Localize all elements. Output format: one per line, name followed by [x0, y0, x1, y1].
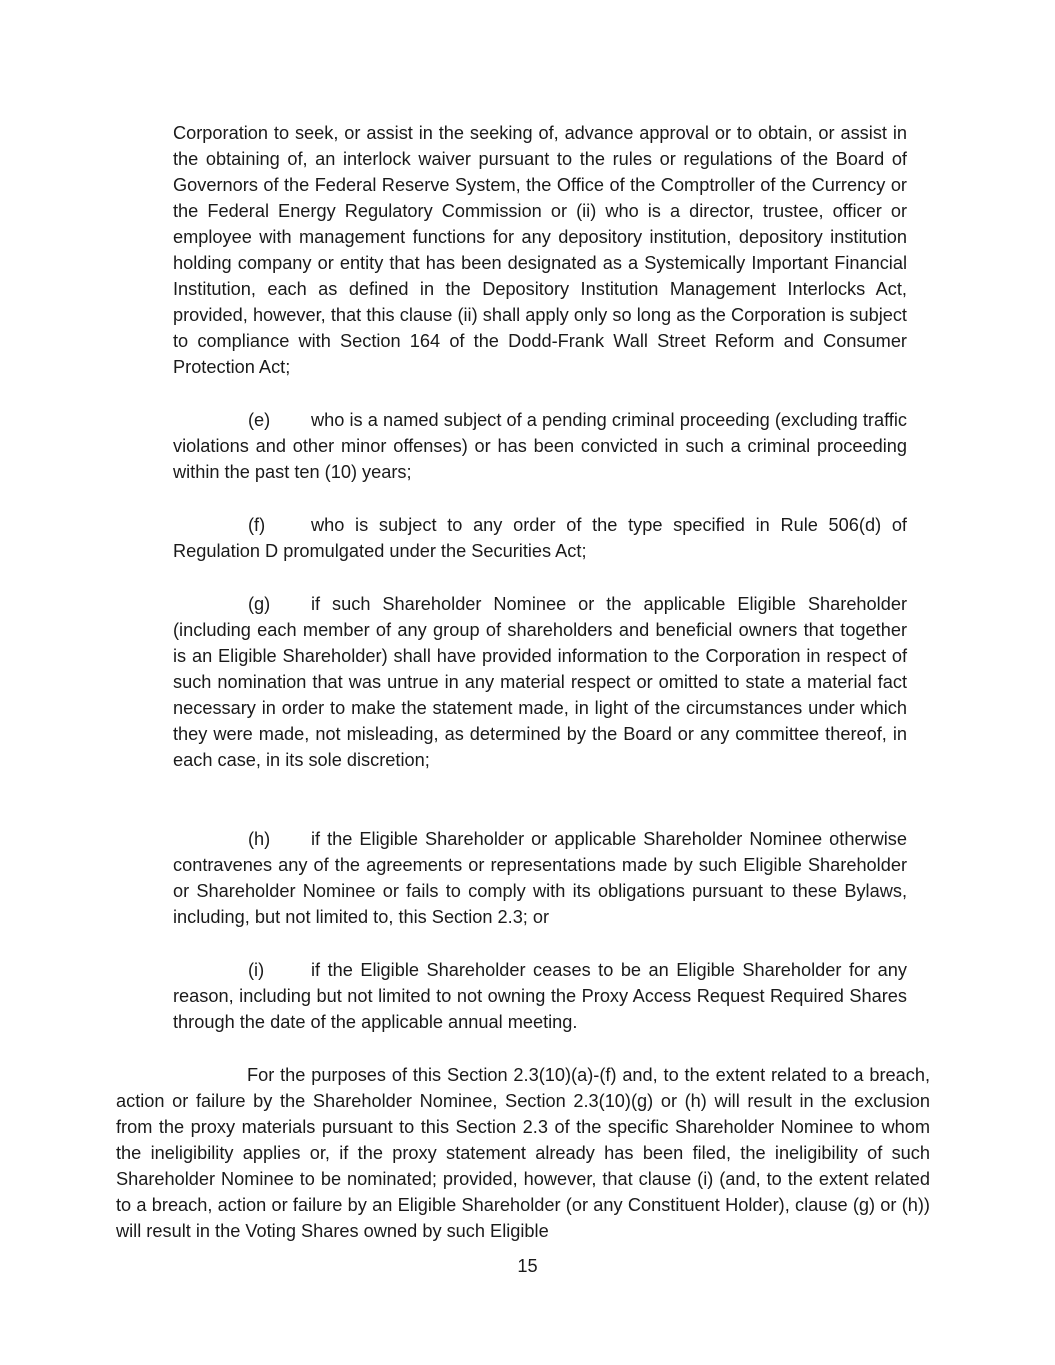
- list-item-label: (e): [248, 410, 271, 430]
- continuation-paragraph: Corporation to seek, or assist in the seeking of, advance approval or to obtain, or assist in the obtaining of, an interlock waiver pursuant to the rules or regulations of the Board of Governors of the Federal Reserve System, the Office of the Comptroller of the Currency or the Federal Energy Regulatory Commission or (ii) who is a director, trustee, officer or employee with management functions for any depository institution, depository institution holding company or entity that has been designated as a Systemically Important Financial Institution, each as defined in the Depository Institution Management Interlocks Act, provided, however, that this clause (ii) shall apply only so long as the Corporation is subject to compliance with Section 164 of the Dodd-Frank Wall Street Reform and Consumer Protection Act;: [173, 123, 907, 377]
- closing-paragraph: For the purposes of this Section 2.3(10)(a)-(f) and, to the extent related to a breach, action or failure by the Shareholder Nominee, Section 2.3(10)(g) or (h) will result in the exclusion from the proxy materials pursuant to this Section 2.3 of the specific Shareholder Nominee to whom the ineligibility applies or, if the proxy statement already has been filed, the ineligibility of such Shareholder Nominee to be nominated; provided, however, that clause (i) (and, to the extent related to a breach, action or failure by an Eligible Shareholder (or any Constituent Holder), clause (g) or (h)) will result in the Voting Shares owned by such Eligible: [116, 1065, 930, 1241]
- list-item-label: (f): [248, 515, 266, 535]
- list-item-label: (g): [248, 594, 271, 614]
- list-item-label: (i): [248, 960, 265, 980]
- list-item-e: [173, 407, 907, 485]
- list-item-g: [173, 591, 907, 773]
- list-item-text: if the Eligible Shareholder ceases to be an Eligible Shareholder for any reason, including but not limited to not owning the Proxy Access Request Required Shares through the date of the applicable annual meeting.: [173, 960, 907, 1032]
- list-item-text: who is subject to any order of the type specified in Rule 506(d) of Regulation D promulgated under the Securities Act;: [173, 515, 907, 561]
- page-number: 15: [517, 1256, 538, 1276]
- list-item-text: if such Shareholder Nominee or the applicable Eligible Shareholder (including each member of any group of shareholders and beneficial owners that together is an Eligible Shareholder) shall have provided information to the Corporation in respect of such nomination that was untrue in any material respect or omitted to state a material fact necessary in order to make the statement made, in light of the circumstances under which they were made, not misleading, as determined by the Board or any committee thereof, in each case, in its sole discretion;: [173, 594, 907, 770]
- list-item-h: [173, 826, 907, 930]
- list-item-label: (h): [248, 829, 271, 849]
- list-item-f: [173, 512, 907, 564]
- list-item-text: who is a named subject of a pending criminal proceeding (excluding traffic violations and other minor offenses) or has been convicted in such a criminal proceeding within the past ten (10) years;: [173, 410, 907, 482]
- list-item-text: if the Eligible Shareholder or applicable Shareholder Nominee otherwise contravenes any of the agreements or representations made by such Eligible Shareholder or Shareholder Nominee or fails to comply with its obligations pursuant to these Bylaws, including, but not limited to, this Section 2.3; or: [173, 829, 907, 927]
- list-item-i: [173, 957, 907, 1035]
